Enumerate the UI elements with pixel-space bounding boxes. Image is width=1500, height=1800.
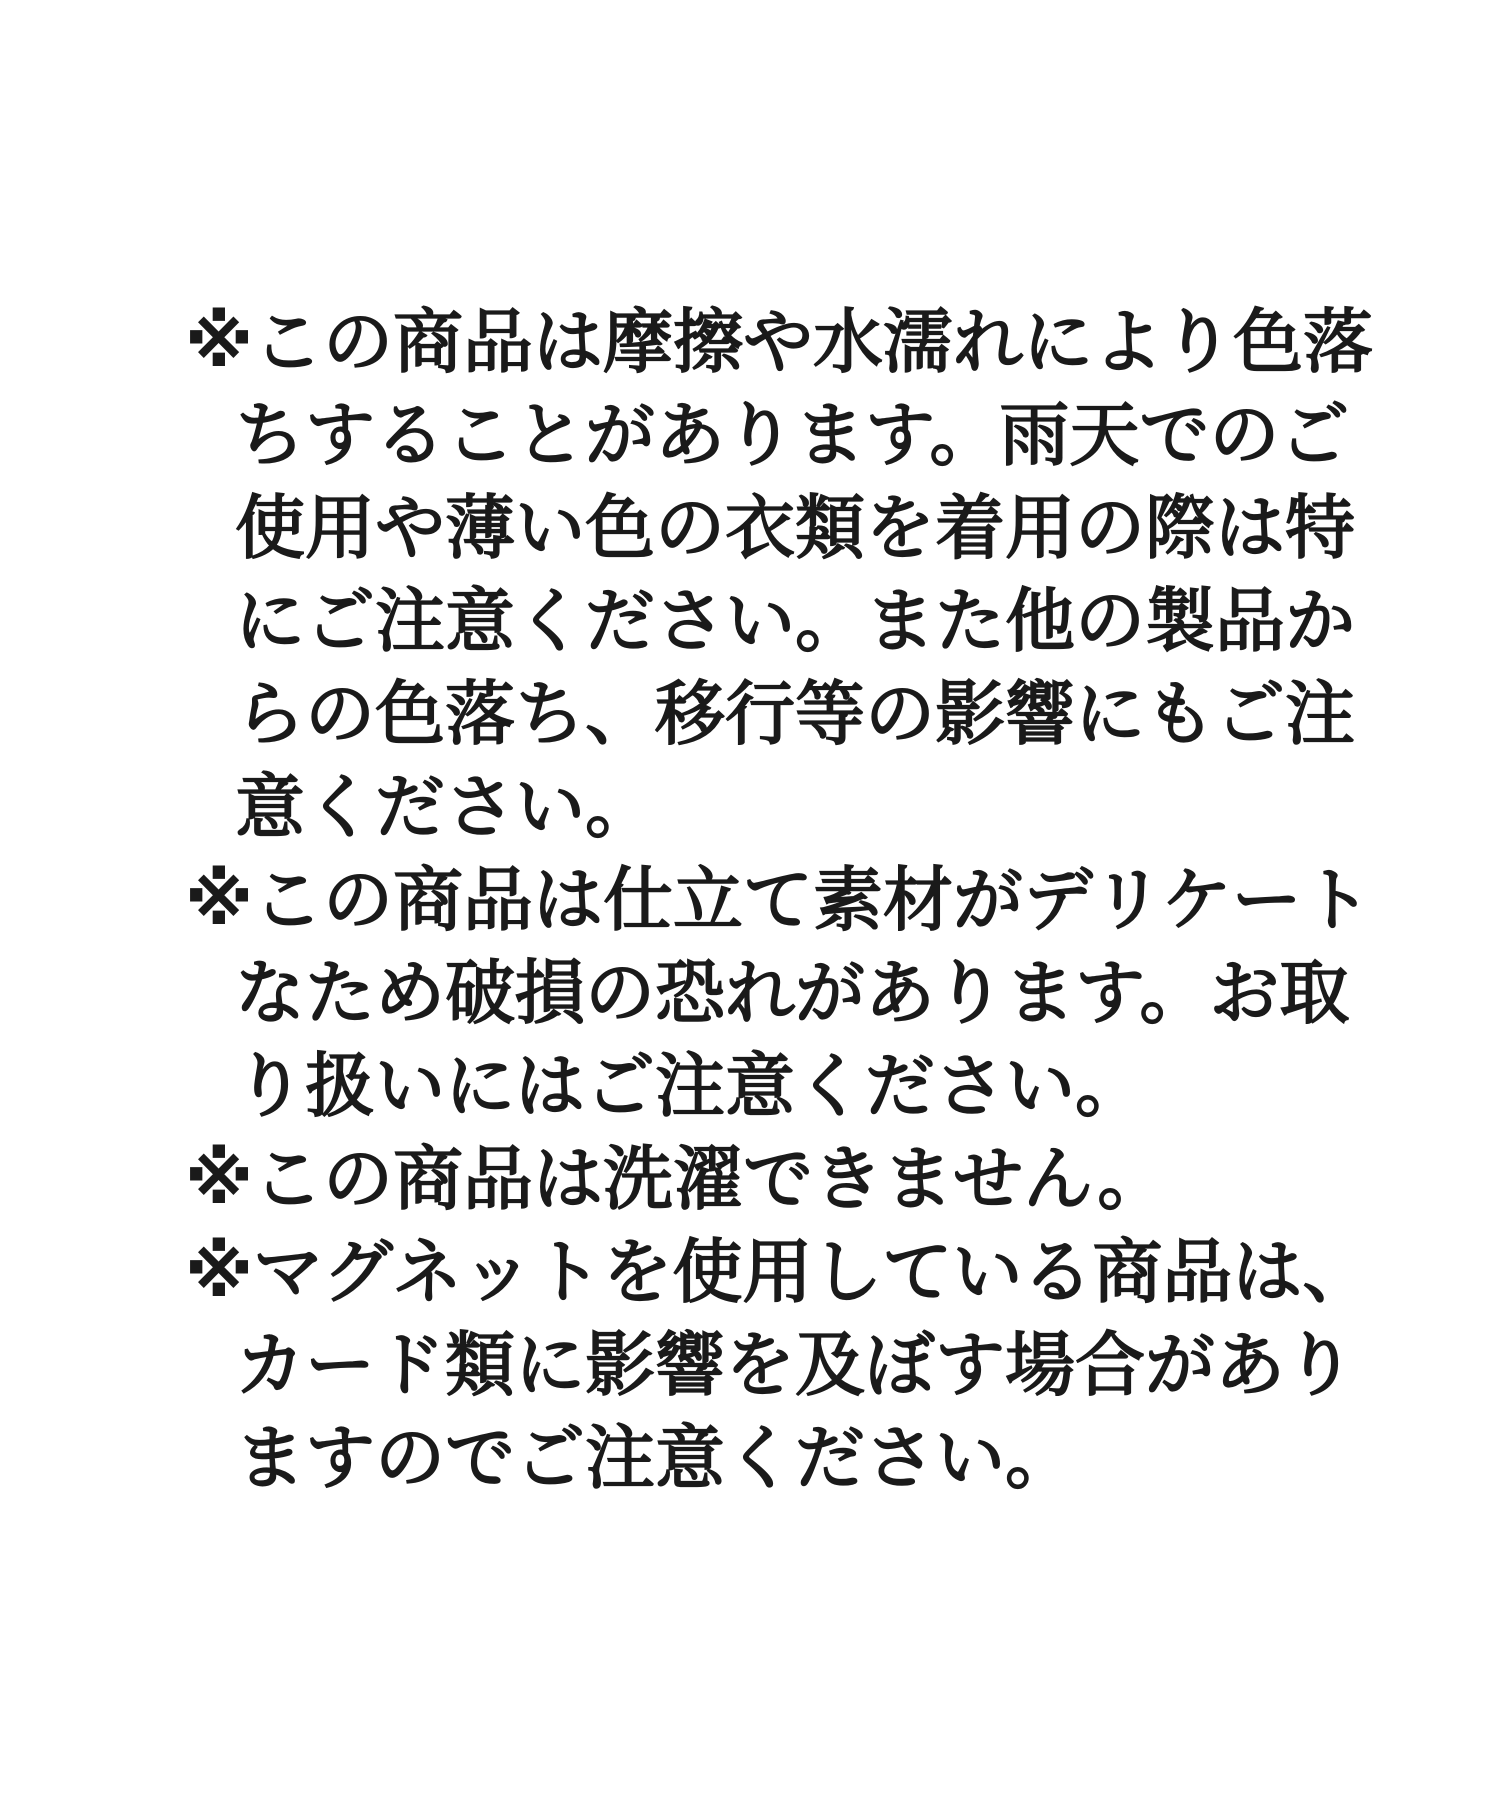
note-line: ますのでご注意ください。 <box>235 1417 1075 1499</box>
note-line: なため破損の恐れがあります。お取 <box>235 952 1350 1034</box>
note-line: ※この商品は摩擦や水濡れにより色落 <box>185 301 1374 383</box>
care-notice-text-block <box>185 296 1374 1505</box>
note-line: ※この商品は仕立て素材がデリケート <box>185 859 1372 941</box>
note-line: ※マグネットを使用している商品は、 <box>185 1231 1373 1313</box>
note-delicate-material <box>185 854 1372 1133</box>
note-magnet <box>185 1226 1373 1505</box>
note-color-fade <box>185 296 1374 854</box>
note-line: 意ください。 <box>235 766 655 848</box>
note-line: にご注意ください。また他の製品か <box>235 580 1355 662</box>
note-line: り扱いにはご注意ください。 <box>235 1045 1145 1127</box>
note-line: ※この商品は洗濯できません。 <box>185 1138 1168 1220</box>
note-line: らの色落ち、移行等の影響にもご注 <box>235 673 1355 755</box>
note-line: 使用や薄い色の衣類を着用の際は特 <box>235 487 1355 569</box>
note-line: ちすることがあります。雨天でのご <box>235 394 1350 476</box>
note-no-wash <box>185 1133 1365 1226</box>
note-line: カード類に影響を及ぼす場合があり <box>235 1324 1355 1406</box>
